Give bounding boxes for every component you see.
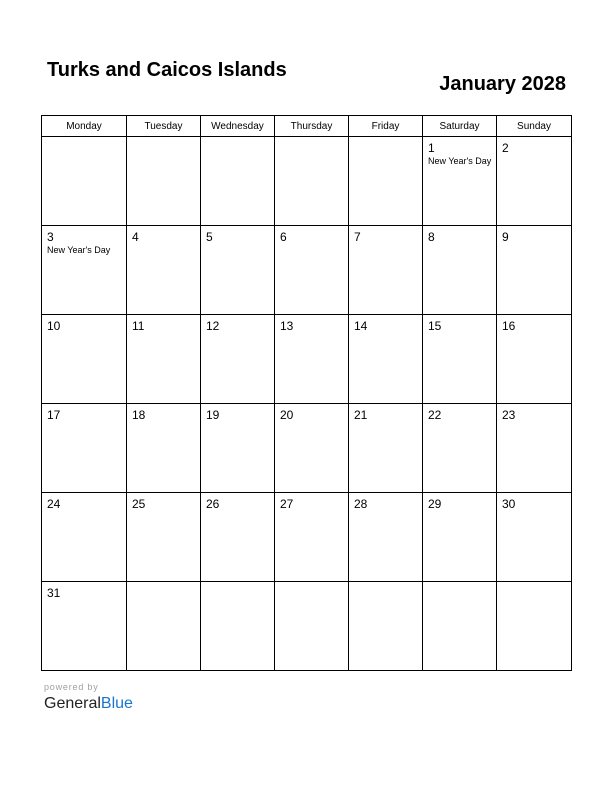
day-number xyxy=(42,137,126,141)
day-number xyxy=(423,582,496,586)
empty-day-cell xyxy=(201,582,275,671)
day-cell xyxy=(349,226,423,315)
day-number: 26 xyxy=(206,497,220,511)
day-number: 14 xyxy=(354,319,368,333)
day-cell xyxy=(497,226,572,315)
day-cell xyxy=(423,404,497,493)
weekday-header: Monday xyxy=(42,116,127,137)
day-number xyxy=(275,137,348,141)
day-cell xyxy=(349,404,423,493)
day-number: 29 xyxy=(428,497,442,511)
empty-day-cell xyxy=(349,582,423,671)
day-number: 7 xyxy=(354,230,361,244)
empty-day-cell xyxy=(201,137,275,226)
day-cell xyxy=(127,315,201,404)
day-number xyxy=(349,137,422,141)
weekday-header: Tuesday xyxy=(127,116,201,137)
empty-day-cell xyxy=(127,582,201,671)
day-cell xyxy=(127,493,201,582)
day-number: 12 xyxy=(206,319,220,333)
week-row xyxy=(42,404,572,493)
logo-general: General xyxy=(44,695,101,712)
day-cell xyxy=(201,493,275,582)
day-number: 1 xyxy=(428,141,435,155)
day-cell xyxy=(423,137,497,226)
day-number: 13 xyxy=(280,319,294,333)
holiday-label: New Year's Day xyxy=(428,156,492,166)
day-number: 11 xyxy=(132,319,145,333)
calendar-grid xyxy=(41,115,572,671)
day-cell xyxy=(497,137,572,226)
week-row xyxy=(42,493,572,582)
empty-day-cell xyxy=(42,137,127,226)
week-row xyxy=(42,315,572,404)
day-cell xyxy=(42,226,127,315)
day-cell xyxy=(42,315,127,404)
day-number: 2 xyxy=(502,141,509,155)
day-cell xyxy=(201,226,275,315)
day-number: 24 xyxy=(47,497,61,511)
day-number: 23 xyxy=(502,408,516,422)
holiday-label: New Year's Day xyxy=(47,245,111,255)
day-cell xyxy=(423,315,497,404)
day-number: 16 xyxy=(502,319,516,333)
day-number: 19 xyxy=(206,408,220,422)
empty-day-cell xyxy=(349,137,423,226)
week-row xyxy=(42,226,572,315)
logo-blue: Blue xyxy=(100,695,133,712)
day-cell xyxy=(497,493,572,582)
empty-day-cell xyxy=(275,582,349,671)
day-number: 22 xyxy=(428,408,442,422)
day-cell xyxy=(423,493,497,582)
day-cell xyxy=(349,315,423,404)
country-title: Turks and Caicos Islands xyxy=(47,59,287,81)
day-number: 9 xyxy=(502,230,509,244)
weekday-header-row xyxy=(42,116,572,137)
footer-branding xyxy=(44,682,133,714)
day-number: 28 xyxy=(354,497,368,511)
day-number xyxy=(349,582,422,586)
empty-day-cell xyxy=(275,137,349,226)
day-number: 17 xyxy=(47,408,61,422)
day-cell xyxy=(42,493,127,582)
day-cell xyxy=(201,404,275,493)
day-number: 15 xyxy=(428,319,442,333)
weekday-header: Wednesday xyxy=(201,116,275,137)
day-cell xyxy=(127,226,201,315)
powered-by-text: powered by xyxy=(44,682,99,692)
day-number: 27 xyxy=(280,497,294,511)
empty-day-cell xyxy=(127,137,201,226)
day-cell xyxy=(349,493,423,582)
day-cell xyxy=(127,404,201,493)
weekday-header: Sunday xyxy=(497,116,572,137)
weekday-header: Friday xyxy=(349,116,423,137)
day-number xyxy=(201,582,274,586)
day-cell xyxy=(275,404,349,493)
day-cell xyxy=(497,404,572,493)
day-number: 18 xyxy=(132,408,146,422)
day-number: 5 xyxy=(206,230,213,244)
day-number: 8 xyxy=(428,230,435,244)
day-number: 30 xyxy=(502,497,516,511)
day-number: 6 xyxy=(280,230,287,244)
day-cell xyxy=(275,226,349,315)
day-cell xyxy=(275,493,349,582)
day-number xyxy=(127,582,200,586)
day-cell xyxy=(423,226,497,315)
day-cell xyxy=(42,582,127,671)
day-number xyxy=(127,137,200,141)
day-cell xyxy=(42,404,127,493)
day-number: 20 xyxy=(280,408,294,422)
day-cell xyxy=(275,315,349,404)
day-number: 25 xyxy=(132,497,146,511)
week-row xyxy=(42,582,572,671)
weekday-header: Saturday xyxy=(423,116,497,137)
day-number: 31 xyxy=(47,586,61,600)
day-number: 3 xyxy=(47,230,54,244)
empty-day-cell xyxy=(423,582,497,671)
day-cell xyxy=(201,315,275,404)
day-number: 10 xyxy=(47,319,61,333)
generalblue-logo xyxy=(44,694,133,714)
month-title: January 2028 xyxy=(439,73,566,95)
day-cell xyxy=(497,315,572,404)
day-number xyxy=(201,137,274,141)
empty-day-cell xyxy=(497,582,572,671)
day-number xyxy=(275,582,348,586)
day-number xyxy=(497,582,571,586)
day-number: 21 xyxy=(354,408,368,422)
day-number: 4 xyxy=(132,230,139,244)
weekday-header: Thursday xyxy=(275,116,349,137)
week-row xyxy=(42,137,572,226)
